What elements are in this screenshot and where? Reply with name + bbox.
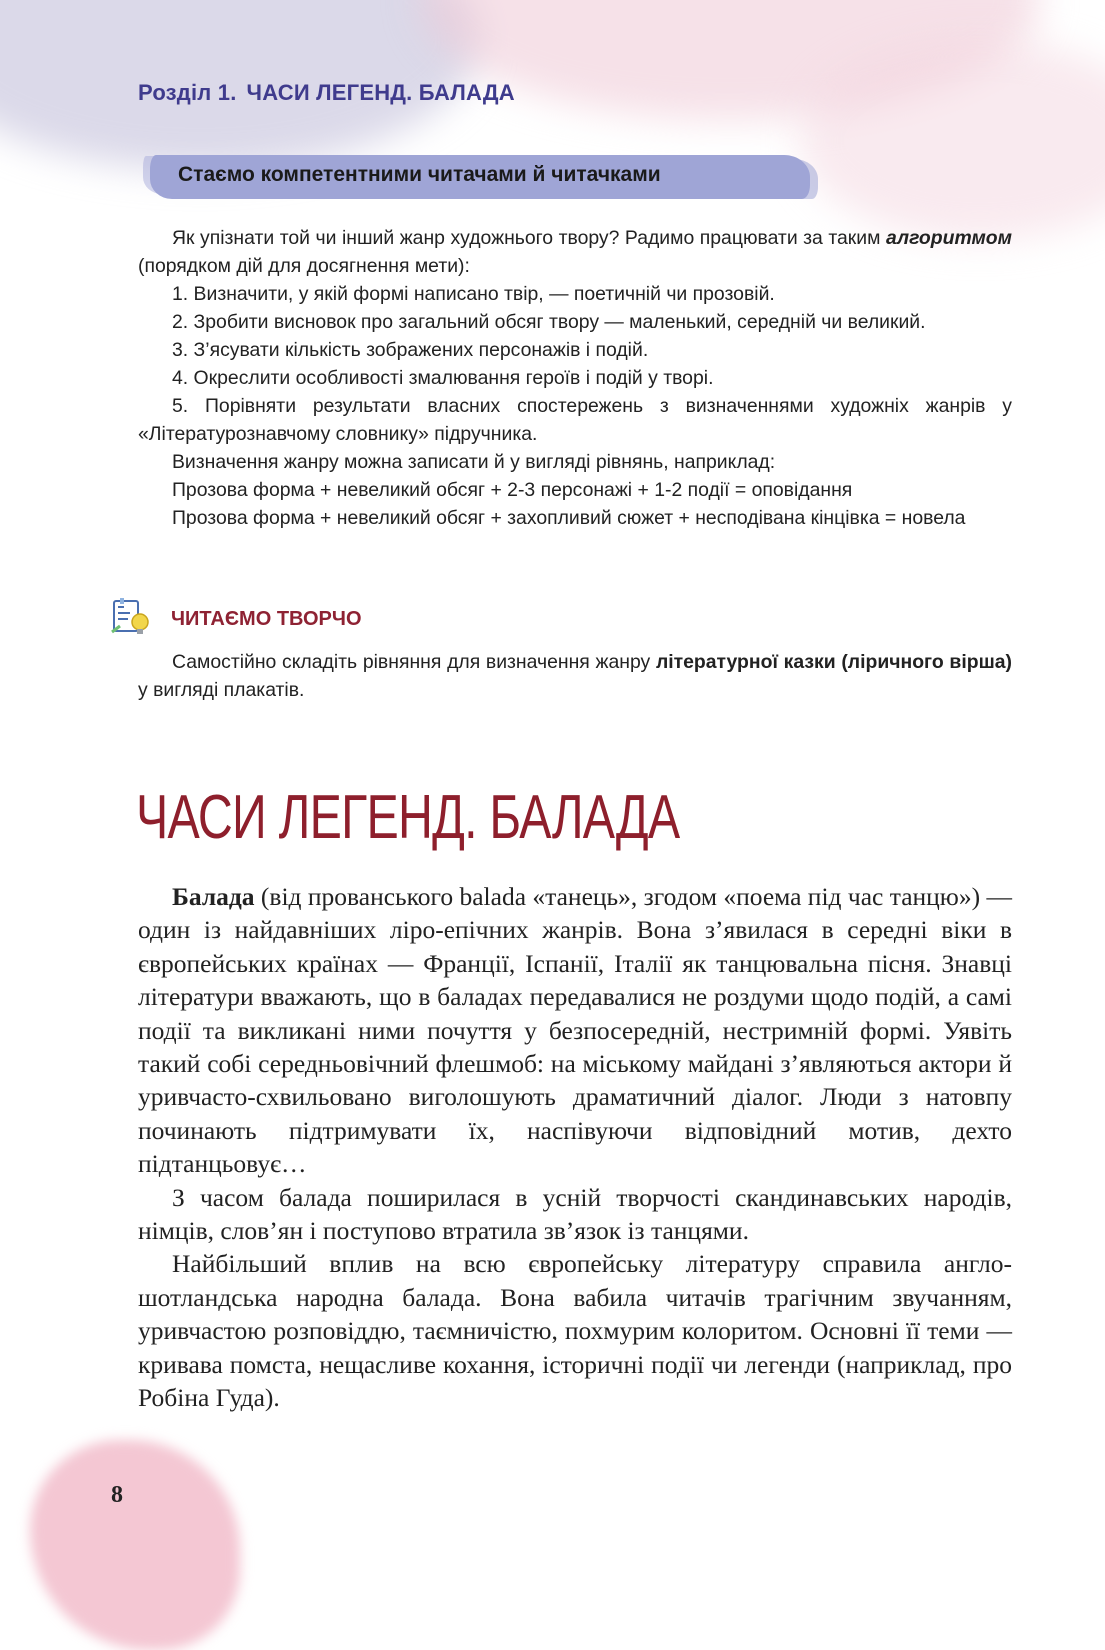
creative-text [138,648,1012,704]
ballad-paragraph-2: З часом балада поширилася в усній творчості скандинавських народів, німців, слов’ян і поступово втратила зв’язок із танцями. [138,1182,1012,1246]
intro-term-algorithm: алгоритмом [885,227,1012,249]
intro-text-a: Як упізнати той чи інший жанр художнього твору? Радимо працювати за таким [172,227,886,249]
ballad-article [138,880,1012,1415]
ballad-term: Балада [172,882,255,911]
chapter-title: ЧАСИ ЛЕГЕНД. БАЛАДА [136,783,680,852]
section-title: ЧАСИ ЛЕГЕНД. БАЛАДА [246,80,515,105]
equation-short-story: Прозова форма + невеликий обсяг + 2-3 персонажі + 1-2 події = оповідання [172,479,853,501]
equation-novella: Прозова форма + невеликий обсяг + захопливий сюжет + несподівана кінцівка = новела [172,507,966,529]
creative-task-icon [110,598,152,638]
step-item: 5. Порівняти результати власних спостережень з визначеннями художніх жанрів у «Літературознавчому словнику» підручника. [138,395,1012,445]
ballad-paragraph-3: Найбільший вплив на всю європейську літературу справила англо-шотландська народна балада. Вона вабила читачів трагічним звучанням, уривчастою розповіддю, таємничістю, похмурим колоритом. Основні її теми — кривава помста, нещасливе кохання, історичні події чи легенди (наприклад, про Робіна Гуда). [138,1249,1012,1413]
ballad-paragraph-1-text: (від прованського balada «танець», згодом «поема під час танцю») — один із найдавніших ліро-епічних жанрів. Вона з’явилася в середні віки в європейських країнах — Франції, Іспанії, Італії як танцювальна пісня. Знавці літератури вважають, що в баладах передавалися не роздуми щодо подій, а самі події та викликані ними почуття у безпосередній, нестримній формі. Уявіть такий собі середньовічний флешмоб: на міському майдані з’являються актори й уривчасто-схвильовано виголошують драматичний діалог. Люди з натовпу починають підтримувати їх, наспівуючи відповідний мотив, дехто підтанцьовує… [138,882,1012,1179]
background-wash-pink-corner [30,1440,240,1650]
creative-text-b: у вигляді плакатів. [138,679,305,701]
step-item: 1. Визначити, у якій формі написано твір, — поетичній чи прозовій. [172,283,775,305]
intro-text-b: (порядком дій для досягнення мети): [138,255,470,277]
page-number: 8 [111,1482,123,1508]
section-number: Розділ 1. [138,80,237,105]
creative-title: ЧИТАЄМО ТВОРЧО [171,608,362,630]
step-item: 4. Окреслити особливості змалювання героїв і подій у творі. [172,367,714,389]
section-header [138,80,515,106]
intro-block [138,224,1012,532]
equations-intro: Визначення жанру можна записати й у вигляді рівнянь, наприклад: [172,451,776,473]
creative-text-bold: літературної казки (ліричного вірша) [655,651,1012,673]
intro-paragraph [138,224,1012,280]
creative-text-a: Самостійно складіть рівняння для визначення жанру [172,651,656,673]
banner-title: Стаємо компетентними читачами й читачками [178,163,661,186]
step-item: 2. Зробити висновок про загальний обсяг твору — маленький, середній чи великий. [172,311,926,333]
step-item: 3. З’ясувати кількість зображених персонажів і подій. [172,339,649,361]
ballad-paragraph-1 [138,880,1012,1181]
